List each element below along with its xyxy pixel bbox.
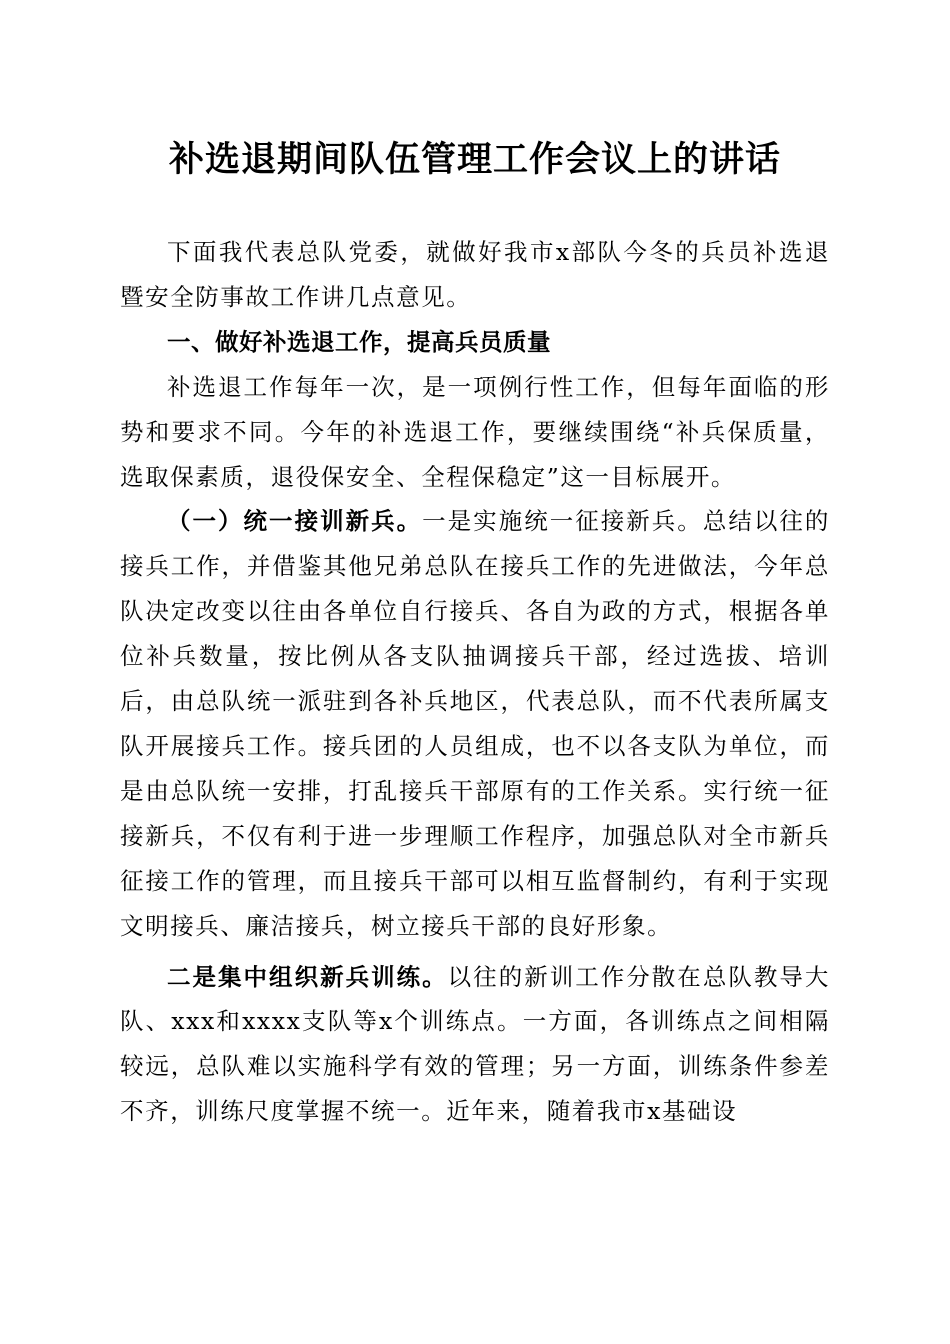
section-1-heading: 一、做好补选退工作，提高兵员质量 [167,327,551,356]
point-2-text: 以往的新训工作分散在总队教导大队、xxx和xxxx支队等x个训练点。一方面，各训练点之间相隔较远，总队难以实施科学有效的管理；另一方面，训练条件参差不齐，训练尺度掌握不统一。近年来，随着我市x基础设 [120,962,830,1126]
document-body [120,230,830,1134]
subsection-1-paragraph [120,499,830,948]
document-title: 补选退期间队伍管理工作会议上的讲话 [168,139,781,180]
point-2-paragraph [120,955,830,1135]
point-2-lead: 二是集中组织新兵训练。 [167,962,448,991]
intro-paragraph: 下面我代表总队党委，就做好我市x部队今冬的兵员补选退暨安全防事故工作讲几点意见。 [120,238,830,311]
subsection-1-lead: （一）统一接训新兵。 [167,507,423,536]
section-1-paragraph: 补选退工作每年一次，是一项例行性工作，但每年面临的形势和要求不同。今年的补选退工作，要继续围绕“补兵保质量，选取保素质，退役保安全、全程保稳定”这一目标展开。 [120,372,830,491]
subsection-1-text: 一是实施统一征接新兵。总结以往的接兵工作，并借鉴其他兄弟总队在接兵工作的先进做法，今年总队决定改变以往由各单位自行接兵、各自为政的方式，根据各单位补兵数量，按比例从各支队抽调接兵干部，经过选拔、培训后，由总队统一派驻到各补兵地区，代表总队，而不代表所属支队开展接兵工作。接兵团的人员组成，也不以各支队为单位，而是由总队统一安排，打乱接兵干部原有的工作关系。实行统一征接新兵，不仅有利于进一步理顺工作程序，加强总队对全市新兵征接工作的管理，而且接兵干部可以相互监督制约，有利于实现文明接兵、廉洁接兵，树立接兵干部的良好形象。 [120,507,830,940]
